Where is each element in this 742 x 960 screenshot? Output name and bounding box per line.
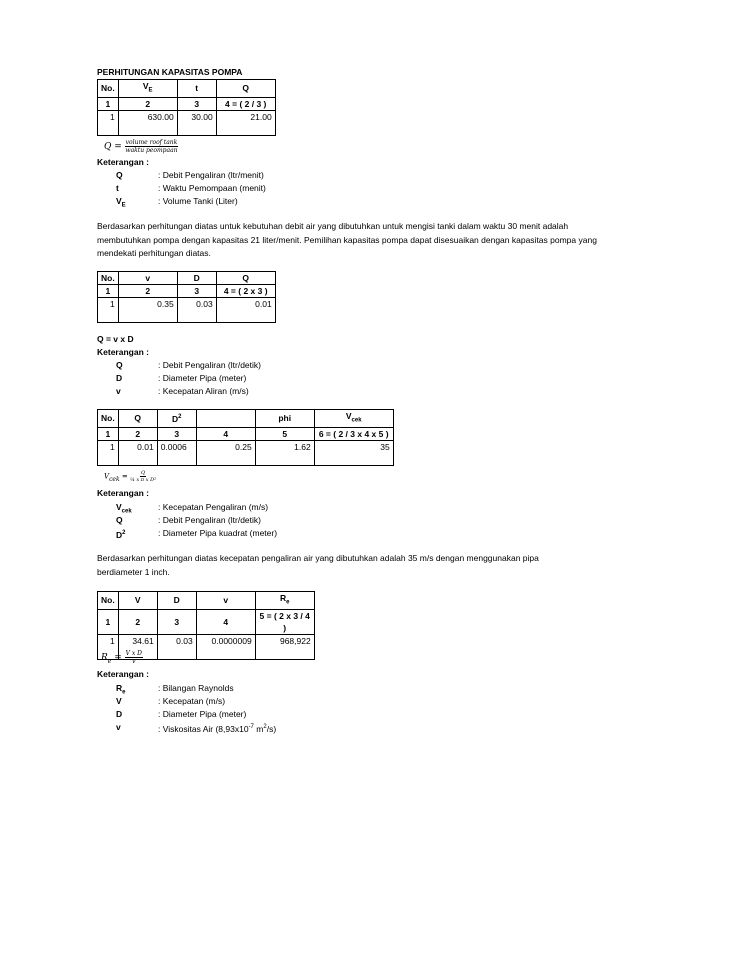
header-blank [196, 410, 255, 428]
header-re: $R_e$ [255, 592, 314, 610]
value-cell: 0.0006 [157, 440, 196, 465]
header-ve: $V_E$ [118, 80, 177, 98]
index-cell: 2 [118, 97, 177, 110]
velocity-check-table [97, 409, 394, 466]
value-cell: 1.62 [255, 440, 314, 465]
header-no: No. [98, 592, 119, 610]
formula-reynolds: $R_e$ = $\frac{\text{V x D}}{v}$ [101, 650, 142, 665]
formula-q-vd: Q = v x D [97, 334, 134, 344]
header-vcek: $V_{cek}$ [314, 410, 393, 428]
value-cell: 968,922 [255, 634, 314, 659]
paragraph-pump-selection: Berdasarkan perhitungan diatas untuk kebutuhan debit air yang dibutuhkan untuk mengisi tanki dalam waktu 30 menit adalah membutuhkan pompa dengan kapasitas 21 liter/menit. Pemilihan kapasitas pompa dapat disesuaikan dengan kapasitas pompa yang mendekati perhitungan diatas. [97, 221, 597, 258]
index-cell: 4 [196, 427, 255, 440]
index-cell: 2 [118, 609, 157, 634]
index-cell: 3 [157, 609, 196, 634]
index-cell: 6 = ( 2 / 3 x 4 x 5 ) [314, 427, 393, 440]
index-cell: 4 = ( 2 / 3 ) [216, 97, 275, 110]
page-title: PERHITUNGAN KAPASITAS POMPA [97, 67, 243, 77]
header-q: Q [118, 410, 157, 428]
header-d: D [157, 592, 196, 610]
header-no: No. [98, 80, 119, 98]
keterangan-label: Keterangan : [97, 347, 149, 357]
header-v: v [118, 272, 177, 285]
value-cell: 0.35 [118, 298, 177, 323]
value-cell: 0.01 [216, 298, 275, 323]
index-cell: 5 = ( 2 x 3 / 4 ) [255, 609, 314, 634]
header-v: V [118, 592, 157, 610]
value-cell: 0.0000009 [196, 634, 255, 659]
header-q: Q [216, 272, 275, 285]
header-no: No. [98, 272, 119, 285]
flow-table [97, 271, 276, 323]
paragraph-velocity: Berdasarkan perhitungan diatas kecepatan pengaliran air yang dibutuhkan adalah 35 m/s dengan menggunakan pipa berdiameter 1 inch. [97, 553, 539, 577]
keterangan-label: Keterangan : [97, 669, 149, 679]
index-cell: 2 [118, 427, 157, 440]
index-cell: 1 [98, 427, 119, 440]
value-cell: 0.03 [177, 298, 216, 323]
value-cell: 1 [98, 634, 119, 659]
index-cell: 1 [98, 609, 119, 634]
value-cell: 35 [314, 440, 393, 465]
index-cell: 5 [255, 427, 314, 440]
formula-vcek: $V_{cek}$ = $\frac{Q}{\text{¼ x π x D²}}$ [104, 470, 157, 483]
value-cell: 34.61 [118, 634, 157, 659]
value-cell: 21.00 [216, 110, 275, 135]
header-d2: $D^2$ [157, 410, 196, 428]
formula-q-volume: Q = $\frac{\text{volume roof tank}}{\text{waktu peompaan}}$ [104, 139, 178, 154]
header-no: No. [98, 410, 119, 428]
pump-capacity-table [97, 79, 276, 136]
value-cell: 1 [98, 110, 119, 135]
value-cell: 630.00 [118, 110, 177, 135]
header-nu: v [196, 592, 255, 610]
header-phi: phi [255, 410, 314, 428]
index-cell: 2 [118, 285, 177, 298]
header-t: t [177, 80, 216, 98]
value-cell: 0.01 [118, 440, 157, 465]
header-d: D [177, 272, 216, 285]
index-cell: 1 [98, 97, 119, 110]
value-cell: 30.00 [177, 110, 216, 135]
index-cell: 3 [177, 97, 216, 110]
index-cell: 4 [196, 609, 255, 634]
value-cell: 0.03 [157, 634, 196, 659]
header-q: Q [216, 80, 275, 98]
value-cell: 1 [98, 440, 119, 465]
index-cell: 4 = ( 2 x 3 ) [216, 285, 275, 298]
index-cell: 3 [157, 427, 196, 440]
value-cell: 0.25 [196, 440, 255, 465]
keterangan-label: Keterangan : [97, 157, 149, 167]
value-cell: 1 [98, 298, 119, 323]
index-cell: 3 [177, 285, 216, 298]
keterangan-label: Keterangan : [97, 488, 149, 498]
index-cell: 1 [98, 285, 119, 298]
